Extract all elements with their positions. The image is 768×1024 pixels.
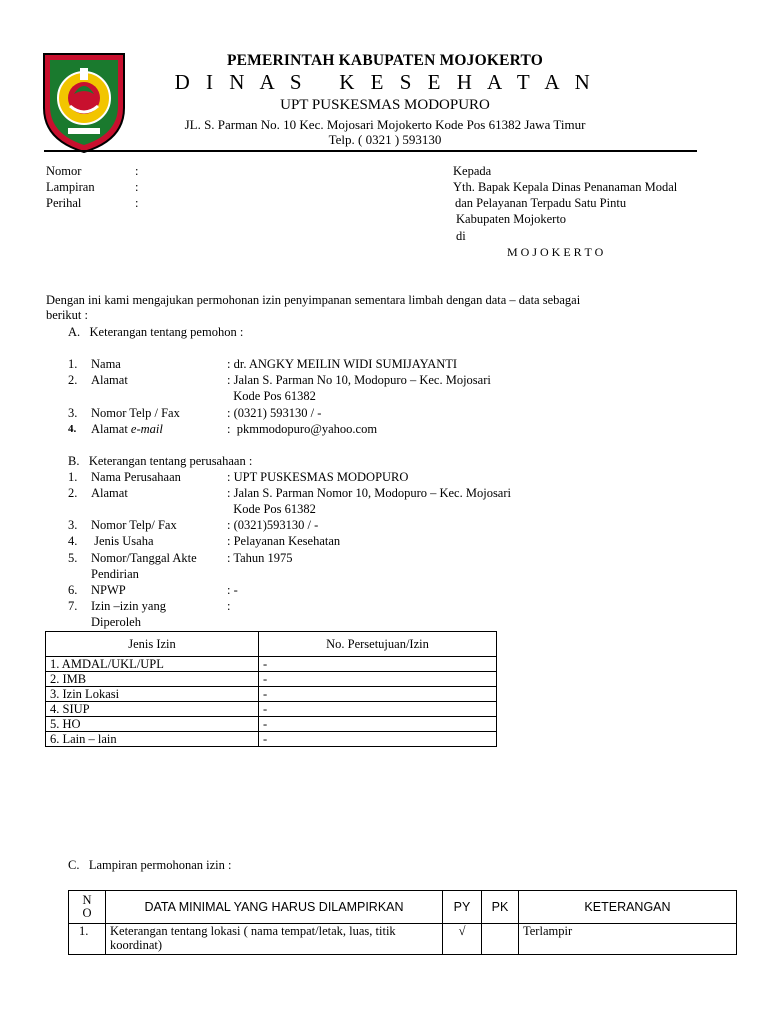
b-value-alamat-2: Kode Pos 61382 (227, 502, 316, 516)
b-value-telp: : (0321)593130 / - (227, 518, 319, 532)
table-row (46, 732, 497, 747)
table-row (46, 702, 497, 717)
field-perihal-sep: : (135, 196, 139, 210)
a-label-email-italic: e-mail (130, 422, 163, 436)
lampiran-header-keterangan: KETERANGAN (519, 891, 737, 924)
a-label-alamat: Alamat (91, 373, 128, 387)
table-row (69, 924, 737, 955)
a-label-nama: Nama (91, 357, 121, 371)
letterhead-unit: UPT PUSKESMAS MODOPURO (280, 97, 490, 113)
section-a-title: A. Keterangan tentang pemohon : (68, 325, 244, 339)
b-num-5: 5. (68, 551, 78, 565)
izin-cell-nomor: - (259, 717, 497, 732)
b-value-izin: : (227, 599, 231, 613)
b-label-izin: Izin –izin yang (91, 599, 166, 613)
izin-cell-nomor: - (259, 732, 497, 747)
izin-cell-jenis: 1. AMDAL/UKL/UPL (46, 657, 259, 672)
lampiran-cell-keterangan: Terlampir (519, 924, 737, 955)
b-label-telp: Nomor Telp/ Fax (91, 518, 177, 532)
b-value-akte: : Tahun 1975 (227, 551, 293, 565)
intro-line-2: berikut : (46, 308, 89, 322)
field-nomor-label: Nomor (46, 164, 82, 178)
izin-cell-jenis: 4. SIUP (46, 702, 259, 717)
recipient-di: di (456, 229, 466, 243)
table-row (46, 672, 497, 687)
lampiran-cell-no: 1. (69, 924, 106, 955)
izin-header-nomor: No. Persetujuan/Izin (259, 632, 497, 657)
b-num-4: 4. (68, 534, 78, 548)
izin-cell-nomor: - (259, 657, 497, 672)
letterhead-divider (44, 150, 697, 152)
b-label-alamat: Alamat (91, 486, 128, 500)
b-value-alamat: : Jalan S. Parman Nomor 10, Modopuro – Kec. Mojosari (227, 486, 511, 500)
table-row (46, 717, 497, 732)
a-num-2: 2. (68, 373, 78, 387)
b-num-3: 3. (68, 518, 78, 532)
a-label-email-text: Alamat (91, 422, 131, 436)
recipient-kepada: Kepada (453, 164, 492, 178)
a-num-1: 1. (68, 357, 78, 371)
a-value-telp: : (0321) 593130 / - (227, 406, 322, 420)
a-value-nama: : dr. ANGKY MEILIN WIDI SUMIJAYANTI (227, 357, 458, 371)
izin-table (45, 631, 497, 747)
b-label-npwp: NPWP (91, 583, 126, 597)
section-b-title: B. Keterangan tentang perusahaan : (68, 454, 253, 468)
izin-cell-jenis: 6. Lain – lain (46, 732, 259, 747)
a-num-4: 4. (68, 423, 77, 435)
izin-header-jenis: Jenis Izin (46, 632, 259, 657)
b-num-2: 2. (68, 486, 78, 500)
a-value-alamat-2: Kode Pos 61382 (227, 389, 316, 403)
a-value-email: : pkmmodopuro@yahoo.com (227, 422, 378, 436)
letterhead-government: PEMERINTAH KABUPATEN MOJOKERTO (226, 52, 544, 69)
field-perihal-label: Perihal (46, 196, 82, 210)
recipient-city: M O J O K E R T O (507, 245, 604, 259)
a-label-email (91, 421, 163, 437)
izin-cell-nomor: - (259, 702, 497, 717)
section-c-title: C. Lampiran permohonan izin : (68, 858, 232, 872)
recipient-region: Kabupaten Mojokerto (456, 212, 567, 226)
izin-cell-jenis: 3. Izin Lokasi (46, 687, 259, 702)
lampiran-header-no: N O (69, 891, 106, 924)
izin-cell-nomor: - (259, 687, 497, 702)
izin-cell-jenis: 5. HO (46, 717, 259, 732)
lampiran-header-py: PY (443, 891, 482, 924)
b-label-akte-2: Pendirian (91, 567, 139, 581)
b-label-akte: Nomor/Tanggal Akte (91, 551, 197, 565)
lampiran-cell-py: √ (443, 924, 482, 955)
field-nomor-sep: : (135, 164, 139, 178)
table-row (46, 657, 497, 672)
izin-cell-jenis: 2. IMB (46, 672, 259, 687)
lampiran-header-pk: PK (482, 891, 519, 924)
izin-cell-nomor: - (259, 672, 497, 687)
recipient-title-cont: dan Pelayanan Terpadu Satu Pintu (455, 196, 627, 210)
izin-table-header (46, 632, 497, 657)
a-label-telp: Nomor Telp / Fax (91, 406, 180, 420)
b-num-1: 1. (68, 470, 78, 484)
a-value-alamat: : Jalan S. Parman No 10, Modopuro – Kec. Mojosari (227, 373, 491, 387)
lampiran-header-data: DATA MINIMAL YANG HARUS DILAMPIRKAN (106, 891, 443, 924)
b-label-nama-perusahaan: Nama Perusahaan (91, 470, 181, 484)
b-num-6: 6. (68, 583, 78, 597)
letterhead-department: D I N A S K E S E H A T A N (174, 70, 596, 94)
lampiran-table (68, 890, 737, 955)
letterhead-phone: Telp. ( 0321 ) 593130 (328, 132, 442, 147)
b-value-jenis-usaha: : Pelayanan Kesehatan (227, 534, 341, 548)
b-label-izin-2: Diperoleh (91, 615, 141, 629)
b-label-jenis-usaha: Jenis Usaha (91, 534, 154, 548)
a-num-3: 3. (68, 406, 78, 420)
recipient-title: Yth. Bapak Kepala Dinas Penanaman Modal (453, 180, 678, 194)
lampiran-cell-pk (482, 924, 519, 955)
b-value-nama-perusahaan: : UPT PUSKESMAS MODOPURO (227, 470, 409, 484)
field-lampiran-label: Lampiran (46, 180, 95, 194)
field-lampiran-sep: : (135, 180, 139, 194)
letterhead-address: JL. S. Parman No. 10 Kec. Mojosari Mojokerto Kode Pos 61382 Jawa Timur (184, 117, 586, 132)
b-num-7: 7. (68, 599, 78, 613)
intro-line-1: Dengan ini kami mengajukan permohonan izin penyimpanan sementara limbah dengan data – data sebagai (46, 293, 581, 307)
lampiran-table-header (69, 891, 737, 924)
b-value-npwp: : - (227, 583, 238, 597)
kabupaten-emblem-logo (40, 48, 128, 156)
lampiran-cell-data: Keterangan tentang lokasi ( nama tempat/letak, luas, titik koordinat) (106, 924, 443, 955)
table-row (46, 687, 497, 702)
